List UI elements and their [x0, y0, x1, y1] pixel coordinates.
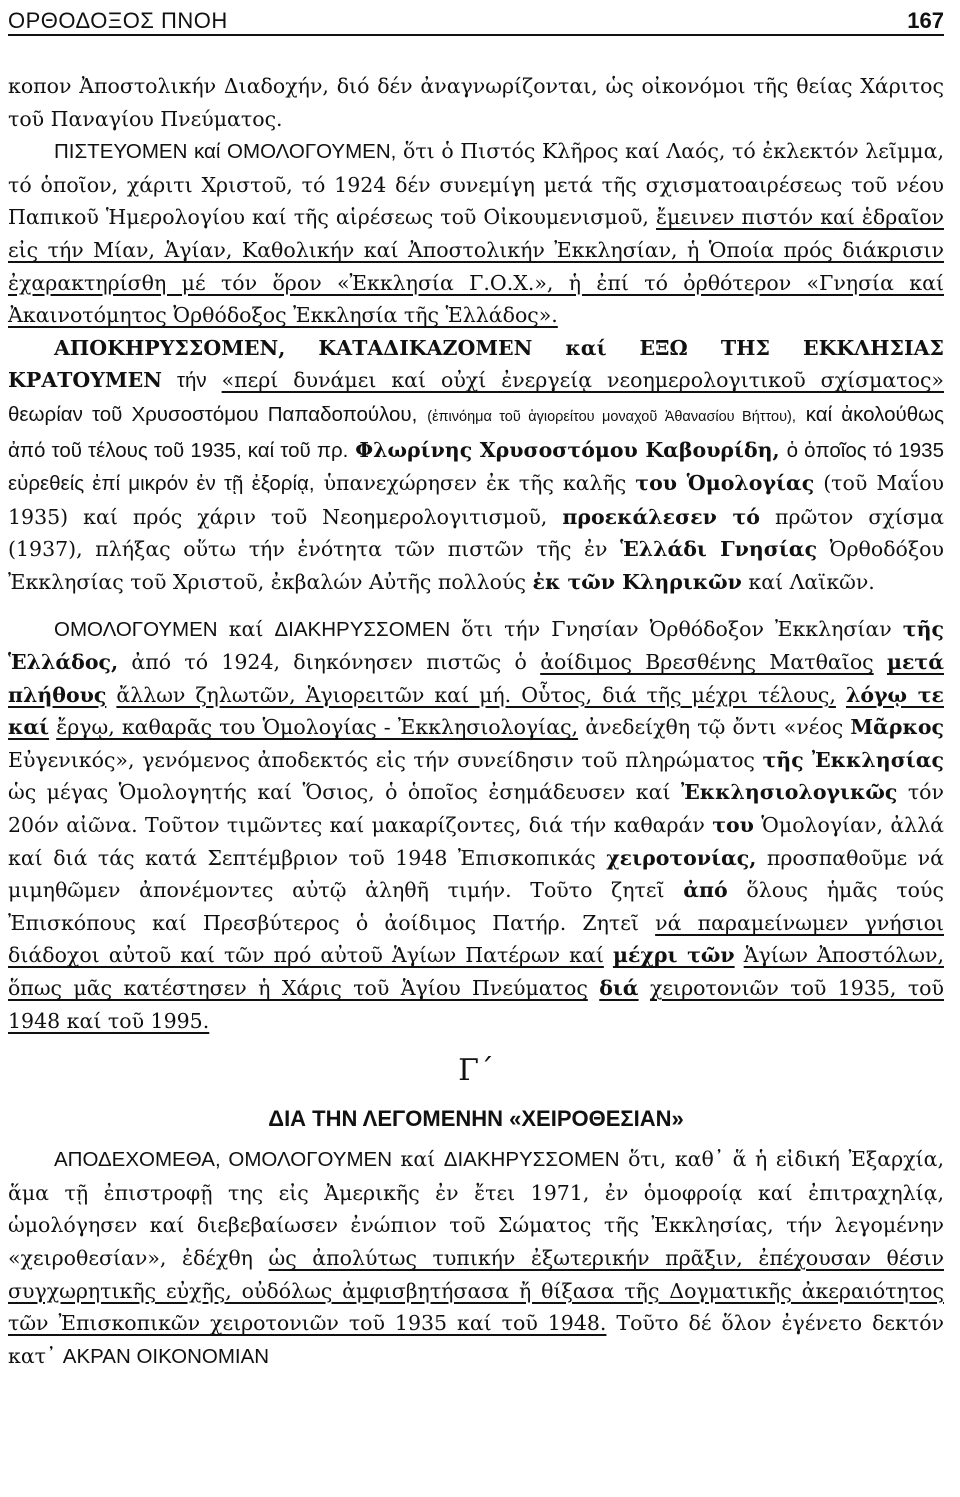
paragraph-5-t1: ὅτι, καθ᾽ ἅ ἡ εἰδική Ἐξαρχία, ἅμα τῇ ἐπιστροφῇ της εἰς Ἀμερικῆς ἐν ἔτει 1971, ἐν ὁμοφροίᾳ καί ἐπιτραχηλίᾳ, ὡμολόγησεν καί διεβεβαίωσεν ἐνώπιον τοῦ Σώματος τῆς Ἐκκλησίας, τήν λεγομένην «χειροθεσίαν», ἐδέχθη	[8, 1147, 944, 1270]
paragraph-4	[8, 613, 944, 1038]
paragraph-3-theorian: θεωρίαν τοῦ Χρυσοστόμου Παπαδοπούλου,	[8, 402, 418, 426]
paragraph-2-text: ὅτι ὁ Πιστός Κλῆρος καί Λαός, τό ἐκλεκτόν λεῖμμα, τό ὁποῖον, χάριτι Χριστοῦ, τό 1924 δέν συνεμίγη μετά τῆς σχισματοαιρέσεως τοῦ νέου Παπικοῦ Ἡμερολογίου καί τῆς αἱρέσεως τοῦ Οἰκουμενισμοῦ,	[8, 139, 944, 230]
paragraph-2-lead-2: ΟΜΟΛΟΓΟΥΜΕΝ,	[227, 140, 397, 164]
section-letter: Γ΄	[458, 1053, 494, 1089]
paragraph-4-lead-2: ΔΙΑΚΗΡΥΣΣΟΜΕΝ	[274, 617, 451, 641]
paragraph-1: κοπον Ἀποστολικήν Διαδοχήν, διό δέν ἀναγνωρίζονται, ὡς οἰκονόμοι τῆς θείας Χάριτος τοῦ Παναγίου Πνεύματος.	[8, 74, 944, 131]
paragraph-4-u7: μέχρι τῶν	[612, 943, 735, 968]
paragraph-4-t10: τόν 20όν αἰῶνα. Τοῦτον τιμῶντες καί μακαρίζοντες, διά τήν καθαράν	[8, 780, 944, 838]
paragraph-4-t8: ὡς μέγας Ὁμολογητής καί Ὅσιος, ὁ ὁποῖος ἐσημάδευσεν καί	[8, 780, 671, 805]
paragraph-4-u3: ἄλλων ζηλωτῶν, Ἁγιορειτῶν καί μή. Οὗτος, διά τῆς μέχρι τέλους,	[116, 682, 836, 707]
paragraph-3-rest-8: ἐκ τῶν Κληρικῶν	[532, 569, 742, 594]
document-body	[8, 70, 944, 1373]
paragraph-4-u9: διά	[599, 976, 639, 1001]
paragraph-2-kai: καί	[194, 140, 221, 164]
paragraph-4-u4: λόγῳ τε καί	[8, 682, 944, 740]
paragraph-4-t12: Ὁμολογίαν, ἀλλά καί διά τάς κατά Σεπτέμβριον τοῦ 1948 Ἐπισκοπικάς	[8, 813, 944, 870]
paragraph-3-rest-1: ὑπανεχώρησεν ἐκ τῆς καλῆς	[323, 471, 627, 496]
journal-title: ΟΡΘΟΔΟΞΟΣ ΠΝΟΗ	[8, 8, 228, 33]
paragraph-4-kai: καί	[228, 616, 264, 641]
paragraph-4-t6: Εὐγενικός», γενόμενος ἀποδεκτός εἰς τήν συνείδησιν τοῦ πληρώματος	[8, 747, 755, 772]
paragraph-4-t1: ὅτι τήν Γνησίαν Ὀρθόδοξον Ἐκκλησίαν	[461, 616, 892, 641]
paragraph-4-t5: Μᾶρκος	[850, 715, 944, 740]
paragraph-3-rest-3: (τοῦ Μαΐου 1935) καί πρός χάριν τοῦ Νεοημερολογιτισμοῦ,	[8, 471, 944, 529]
paragraph-4-t2: τῆς Ἑλλάδος,	[8, 616, 944, 675]
paragraph-5	[8, 1143, 944, 1373]
paragraph-3-lead: ΑΠΟΚΗΡΥΣΣΟΜΕΝ, ΚΑΤΑΔΙΚΑΖΟΜΕΝ καί ΕΞΩ ΤΗΣ ΕΚΚΛΗΣΙΑΣ ΚΡΑΤΟΥΜΕΝ	[8, 335, 944, 393]
paragraph-5-kai: καί	[400, 1147, 436, 1172]
paragraph-2-lead: ΠΙΣΤΕΥΟΜΕΝ	[54, 140, 188, 164]
paragraph-4-t13: χειροτονίας,	[606, 845, 757, 870]
paragraph-5-t3: ΑΚΡΑΝ ΟΙΚΟΝΟΜΙΑΝ	[62, 1344, 270, 1368]
paragraph-4-t16: ὅλους ἡμᾶς τούς Ἐπισκόπους καί Πρεσβύτερος ὁ ἀοίδιμος Πατήρ. Ζητεῖ	[8, 878, 944, 935]
paragraph-3-rest-7: Ὀρθοδόξου Ἐκκλησίας τοῦ Χριστοῦ, ἐκβαλών Αὐτῆς πολλούς	[8, 537, 944, 594]
paragraph-4-t3: ἀπό τό 1924, διηκόνησεν πιστῶς ὁ	[131, 650, 527, 675]
paragraph-3-after: καί ἀκολούθως ἀπό τοῦ τέλους τοῦ 1935, καί τοῦ πρ.	[8, 402, 944, 462]
paragraph-3-quote: «περί δυνάμει καί οὐχί ἐνεργείᾳ νεοημερολογιτικοῦ σχίσματος»	[221, 368, 944, 393]
paragraph-3-rest-5: πρῶτον σχίσμα (1937), πλήξας οὕτω τήν ἑνότητα τῶν πιστῶν τῆς ἐν	[8, 504, 944, 562]
paragraph-4-u6: νά παραμείνωμεν γνήσιοι διάδοχοι αὐτοῦ καί τῶν πρό αὐτοῦ Ἁγίων Πατέρων καί	[8, 910, 944, 968]
paragraph-5-lead: ΑΠΟΔΕΧΟΜΕΘΑ, ΟΜΟΛΟΓΟΥΜΕΝ	[54, 1148, 392, 1172]
paragraph-3-rest-9: καί Λαϊκῶν.	[748, 569, 875, 594]
paragraph-4-t4: ἀνεδείχθη τῷ ὄντι «νέος	[585, 715, 844, 740]
paragraph-2-underlined: ἔμεινεν πιστόν καί ἑδραῖον εἰς τήν Μίαν, Ἁγίαν, Καθολικήν καί Ἀποστολικήν Ἐκκλησίαν, ἡ Ὁποία πρός διάκρισιν ἐχαρακτηρίσθη μέ τόν ὅρον «Ἐκκλησία Γ.Ο.Χ.», ἡ ἐπί τό ὀρθότερον «Γνησία καί Ἀκαινοτόμητος Ὀρθόδοξος Ἐκκλησία τῆς Ἑλλάδος».	[8, 205, 945, 328]
paragraph-3-hopoios: ὁ ὁποῖος τό 1935 εὑρεθείς ἐπί μικρόν ἐν τῇ ἐξορίᾳ,	[8, 438, 944, 496]
paragraph-4-t9: Ἐκκλησιολογικῶς	[680, 780, 898, 805]
paragraph-3-rest-4: προεκάλεσεν τό	[562, 504, 760, 529]
paragraph-2	[8, 135, 944, 332]
paragraph-gap	[8, 599, 944, 613]
paragraph-5-u1: ὡς ἀπολύτως τυπικήν ἐξωτερικήν πρᾶξιν, ἐπέχουσαν θέσιν συγχωρητικῆς εὐχῆς, οὐδόλως ἀμφισβητήσασα ἤ θίξασα τῆς Δογματικῆς ἀκεραιότητος τῶν Ἐπισκοπικῶν χειροτονιῶν τοῦ 1935 καί τοῦ 1948.	[8, 1246, 944, 1336]
paragraph-4-t11: του	[712, 813, 754, 838]
paragraph-3-note: (ἐπινόημα τοῦ ἁγιορείτου μοναχοῦ Ἀθανασίου Βήττου),	[427, 408, 796, 425]
paragraph-3-rest-6: Ἑλλάδι Γνησίας	[620, 537, 818, 562]
paragraph-3-florinis: Φλωρίνης Χρυσοστόμου Καβουρίδη,	[355, 437, 780, 462]
section-title: ΔΙΑ ΤΗΝ ΛΕΓΟΜΕΝΗΝ «ΧΕΙΡΟΘΕΣΙΑΝ»	[268, 1106, 684, 1132]
paragraph-4-t15: ἀπό	[683, 878, 728, 903]
paragraph-4-t14: προσπαθοῦμε νά μιμηθῶμεν ἀπονέμοντες αὐτῷ ἀληθῆ τιμήν. Τοῦτο ζητεῖ	[8, 845, 944, 903]
paragraph-4-t7: τῆς Ἐκκλησίας	[762, 747, 944, 772]
paragraph-4-u10: χειροτονιῶν τοῦ 1935, τοῦ 1948 καί τοῦ 1995.	[8, 976, 944, 1033]
paragraph-4-lead: ΟΜΟΛΟΓΟΥΜΕΝ	[54, 617, 218, 641]
paragraph-5-t2: Τοῦτο δέ ὅλον ἐγένετο δεκτόν κατ᾽	[8, 1311, 944, 1368]
paragraph-3-tin: τήν	[176, 369, 207, 393]
page-number: 167	[907, 8, 944, 33]
paragraph-4-u2: μετά πλήθους	[8, 650, 944, 707]
paragraph-4-u5: ἔργῳ, καθαρᾶς του Ὁμολογίας - Ἐκκλησιολογίας,	[56, 715, 579, 740]
running-header	[8, 0, 944, 36]
paragraph-3-rest-2: του Ὁμολογίας	[635, 471, 815, 496]
paragraph-4-u1: ἀοίδιμος Βρεσθένης Ματθαῖος	[540, 650, 874, 675]
paragraph-4-u8: Ἁγίων Ἀποστόλων, ὅπως μᾶς κατέστησεν ἡ Χάρις τοῦ Ἁγίου Πνεύματος	[8, 943, 944, 1001]
paragraph-5-lead-2: ΔΙΑΚΗΡΥΣΣΟΜΕΝ	[443, 1148, 620, 1172]
paragraph-3	[8, 332, 944, 599]
